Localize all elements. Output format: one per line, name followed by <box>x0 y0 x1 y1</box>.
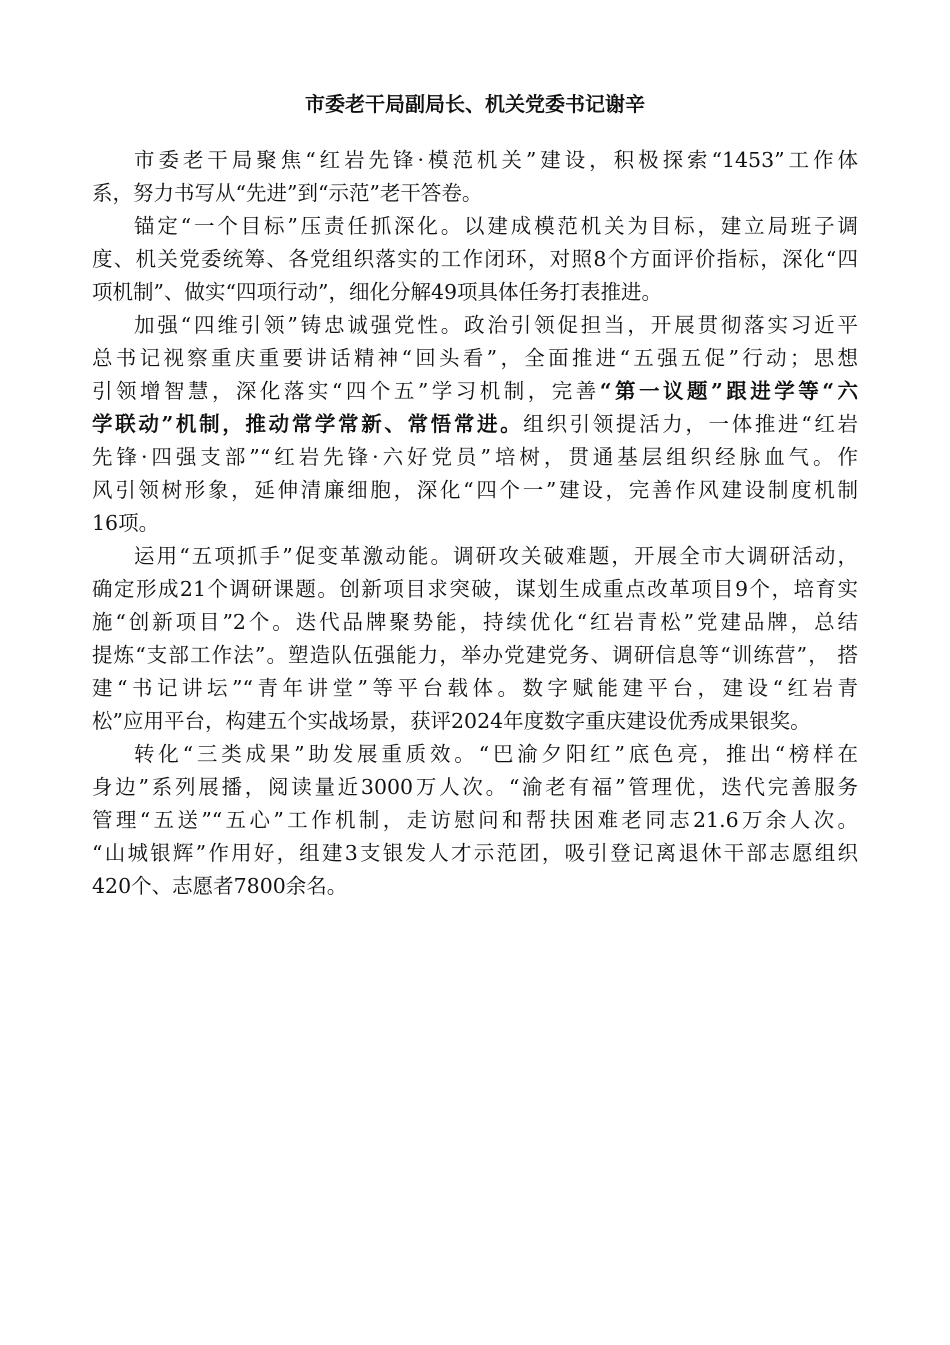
text-line <box>92 771 858 804</box>
text-segment: 先锋·四强支部”“红岩先锋·六好党员”培树，贯通基层组织经脉血气。作 <box>92 445 858 469</box>
bold-text: “第一议题”跟进学等“六 <box>599 379 858 403</box>
text-line <box>92 738 858 771</box>
text-segment: 市委老干局聚焦“红岩先锋·模范机关”建设，积极探索“1453”工作体 <box>134 148 858 172</box>
paragraph <box>92 540 858 738</box>
text-segment: 建“书记讲坛”“青年讲堂”等平台载体。数字赋能建平台，建设“红岩青 <box>92 676 858 700</box>
text-segment: 锚定“一个目标”压责任抓深化。以建成模范机关为目标，建立局班子调 <box>134 214 858 238</box>
text-line <box>92 408 858 441</box>
text-segment: 项机制”、做实“四项行动”，细化分解49项具体任务打表推进。 <box>92 280 663 304</box>
text-segment: 加强“四维引领”铸忠诚强党性。政治引领促担当，开展贯彻落实习近平 <box>134 313 858 337</box>
text-segment: 总书记视察重庆重要讲话精神“回头看”，全面推进“五强五促”行动；思想 <box>92 346 858 370</box>
text-line <box>92 243 858 276</box>
text-line <box>92 144 858 177</box>
text-segment: 确定形成21个调研课题。创新项目求突破，谋划生成重点改革项目9个，培育实 <box>92 577 858 601</box>
paragraph <box>92 144 858 210</box>
paragraph <box>92 210 858 309</box>
text-segment: 系，努力书写从“先进”到“示范”老干答卷。 <box>92 181 483 205</box>
text-line <box>92 342 858 375</box>
text-line <box>92 870 858 903</box>
text-segment: 420个、志愿者7800余名。 <box>92 874 348 898</box>
text-segment: 引领增智慧，深化落实“四个五”学习机制，完善 <box>92 379 600 403</box>
text-segment: 松”应用平台，构建五个实战场景，获评2024年度数字重庆建设优秀成果银奖。 <box>92 709 811 733</box>
text-line <box>92 639 858 672</box>
text-line <box>92 705 858 738</box>
text-segment: 16项。 <box>92 511 160 535</box>
paragraph <box>92 309 858 540</box>
bold-text: 学联动”机制，推动常学常新、常悟常进。 <box>92 412 524 436</box>
text-line <box>92 507 858 540</box>
text-segment: “山城银辉”作用好，组建3支银发人才示范团，吸引登记离退休干部志愿组织 <box>92 841 858 865</box>
text-segment: 身边”系列展播，阅读量近3000万人次。“渝老有福”管理优，迭代完善服务 <box>92 775 858 799</box>
text-segment: 管理“五送”“五心”工作机制，走访慰问和帮扶困难老同志21.6万余人次。 <box>92 808 858 832</box>
text-segment: 组织引领提活力，一体推进“红岩 <box>523 412 858 436</box>
text-line <box>92 573 858 606</box>
text-segment: 风引领树形象，延伸清廉细胞，深化“四个一”建设，完善作风建设制度机制 <box>92 478 858 502</box>
text-line <box>92 672 858 705</box>
text-segment: 转化“三类成果”助发展重质效。“巴渝夕阳红”底色亮，推出“榜样在 <box>134 742 858 766</box>
text-line <box>92 375 858 408</box>
text-segment: 运用“五项抓手”促变革激动能。调研攻关破难题，开展全市大调研活动， <box>134 544 858 568</box>
text-line <box>92 474 858 507</box>
document-body <box>92 144 858 903</box>
text-line <box>92 540 858 573</box>
text-line <box>92 177 858 210</box>
text-segment: 施“创新项目”2个。迭代品牌聚势能，持续优化“红岩青松”党建品牌，总结 <box>92 610 858 634</box>
text-segment: 度、机关党委统筹、各党组织落实的工作闭环，对照8个方面评价指标，深化“四 <box>92 247 858 271</box>
text-line <box>92 276 858 309</box>
text-line <box>92 606 858 639</box>
document-title: 市委老干局副局长、机关党委书记谢辛 <box>305 92 645 116</box>
text-line <box>92 309 858 342</box>
paragraph <box>92 738 858 903</box>
text-line <box>92 837 858 870</box>
text-line <box>92 804 858 837</box>
text-segment: 提炼“支部工作法”。塑造队伍强能力，举办党建党务、调研信息等“训练营”， 搭 <box>92 643 858 667</box>
text-line <box>92 441 858 474</box>
text-line <box>92 210 858 243</box>
